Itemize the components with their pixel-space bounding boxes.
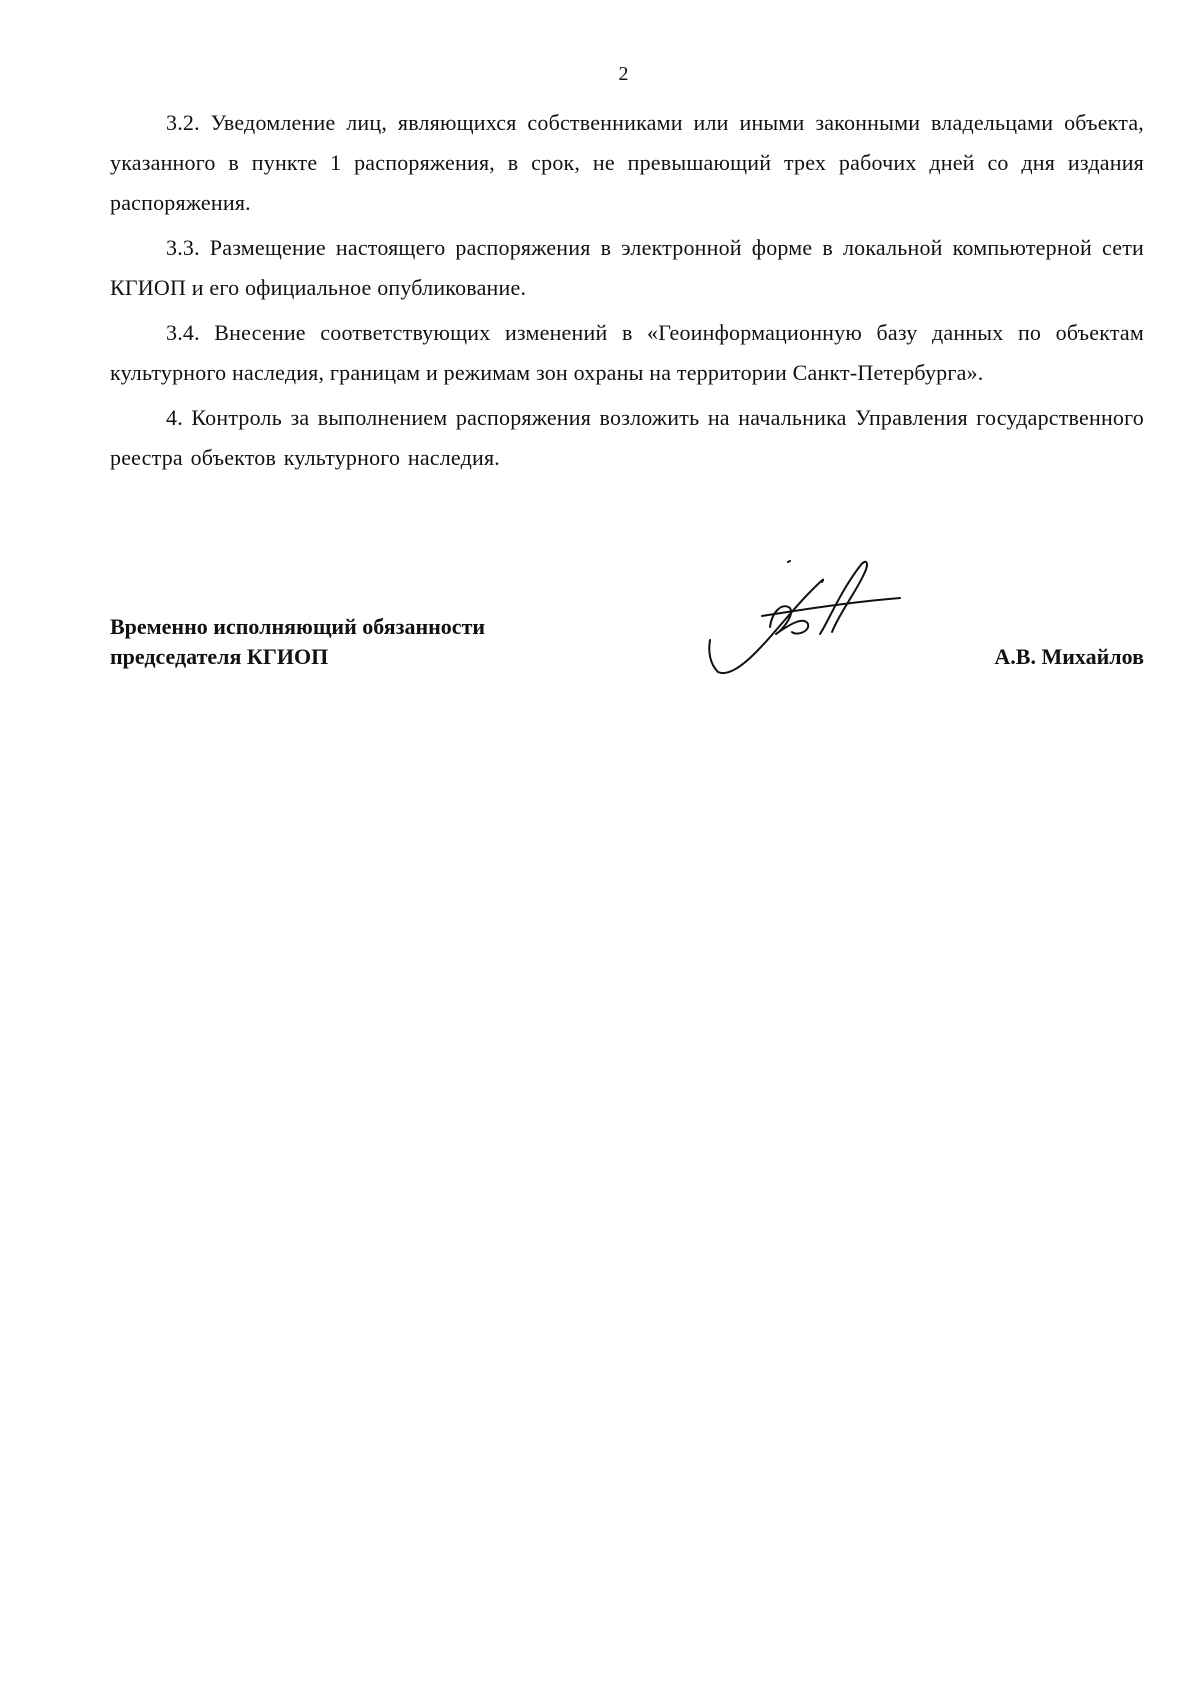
paragraph-4: 4. Контроль за выполнением распоряжения возложить на начальника Управления государственного реестра объектов культурного наследия. xyxy=(110,405,1144,470)
paragraph-3-3: 3.3. Размещение настоящего распоряжения в электронной форме в локальной компьютерной сети КГИОП и его официальное опубликование. xyxy=(110,235,1144,300)
signatory-title-line-2: председателя КГИОП xyxy=(110,644,329,669)
page-number: 2 xyxy=(618,63,629,85)
document-body xyxy=(110,103,1144,483)
signatory-name: А.В. Михайлов xyxy=(994,644,1144,669)
paragraph-3-4: 3.4. Внесение соответствующих изменений в «Геоинформационную базу данных по объектам культурного наследия, границам и режимам зон охраны на территории Санкт-Петербурга». xyxy=(110,320,1144,385)
signatory-title xyxy=(110,612,485,672)
handwritten-signature xyxy=(700,552,920,702)
signatory-title-line-1: Временно исполняющий обязанности xyxy=(110,614,486,639)
signature-block xyxy=(110,612,1144,732)
paragraph-3-2: 3.2. Уведомление лиц, являющихся собственниками или иными законными владельцами объекта, указанного в пункте 1 распоряжения, в срок, не превышающий трех рабочих дней со дня издания распоряжения. xyxy=(110,110,1144,215)
